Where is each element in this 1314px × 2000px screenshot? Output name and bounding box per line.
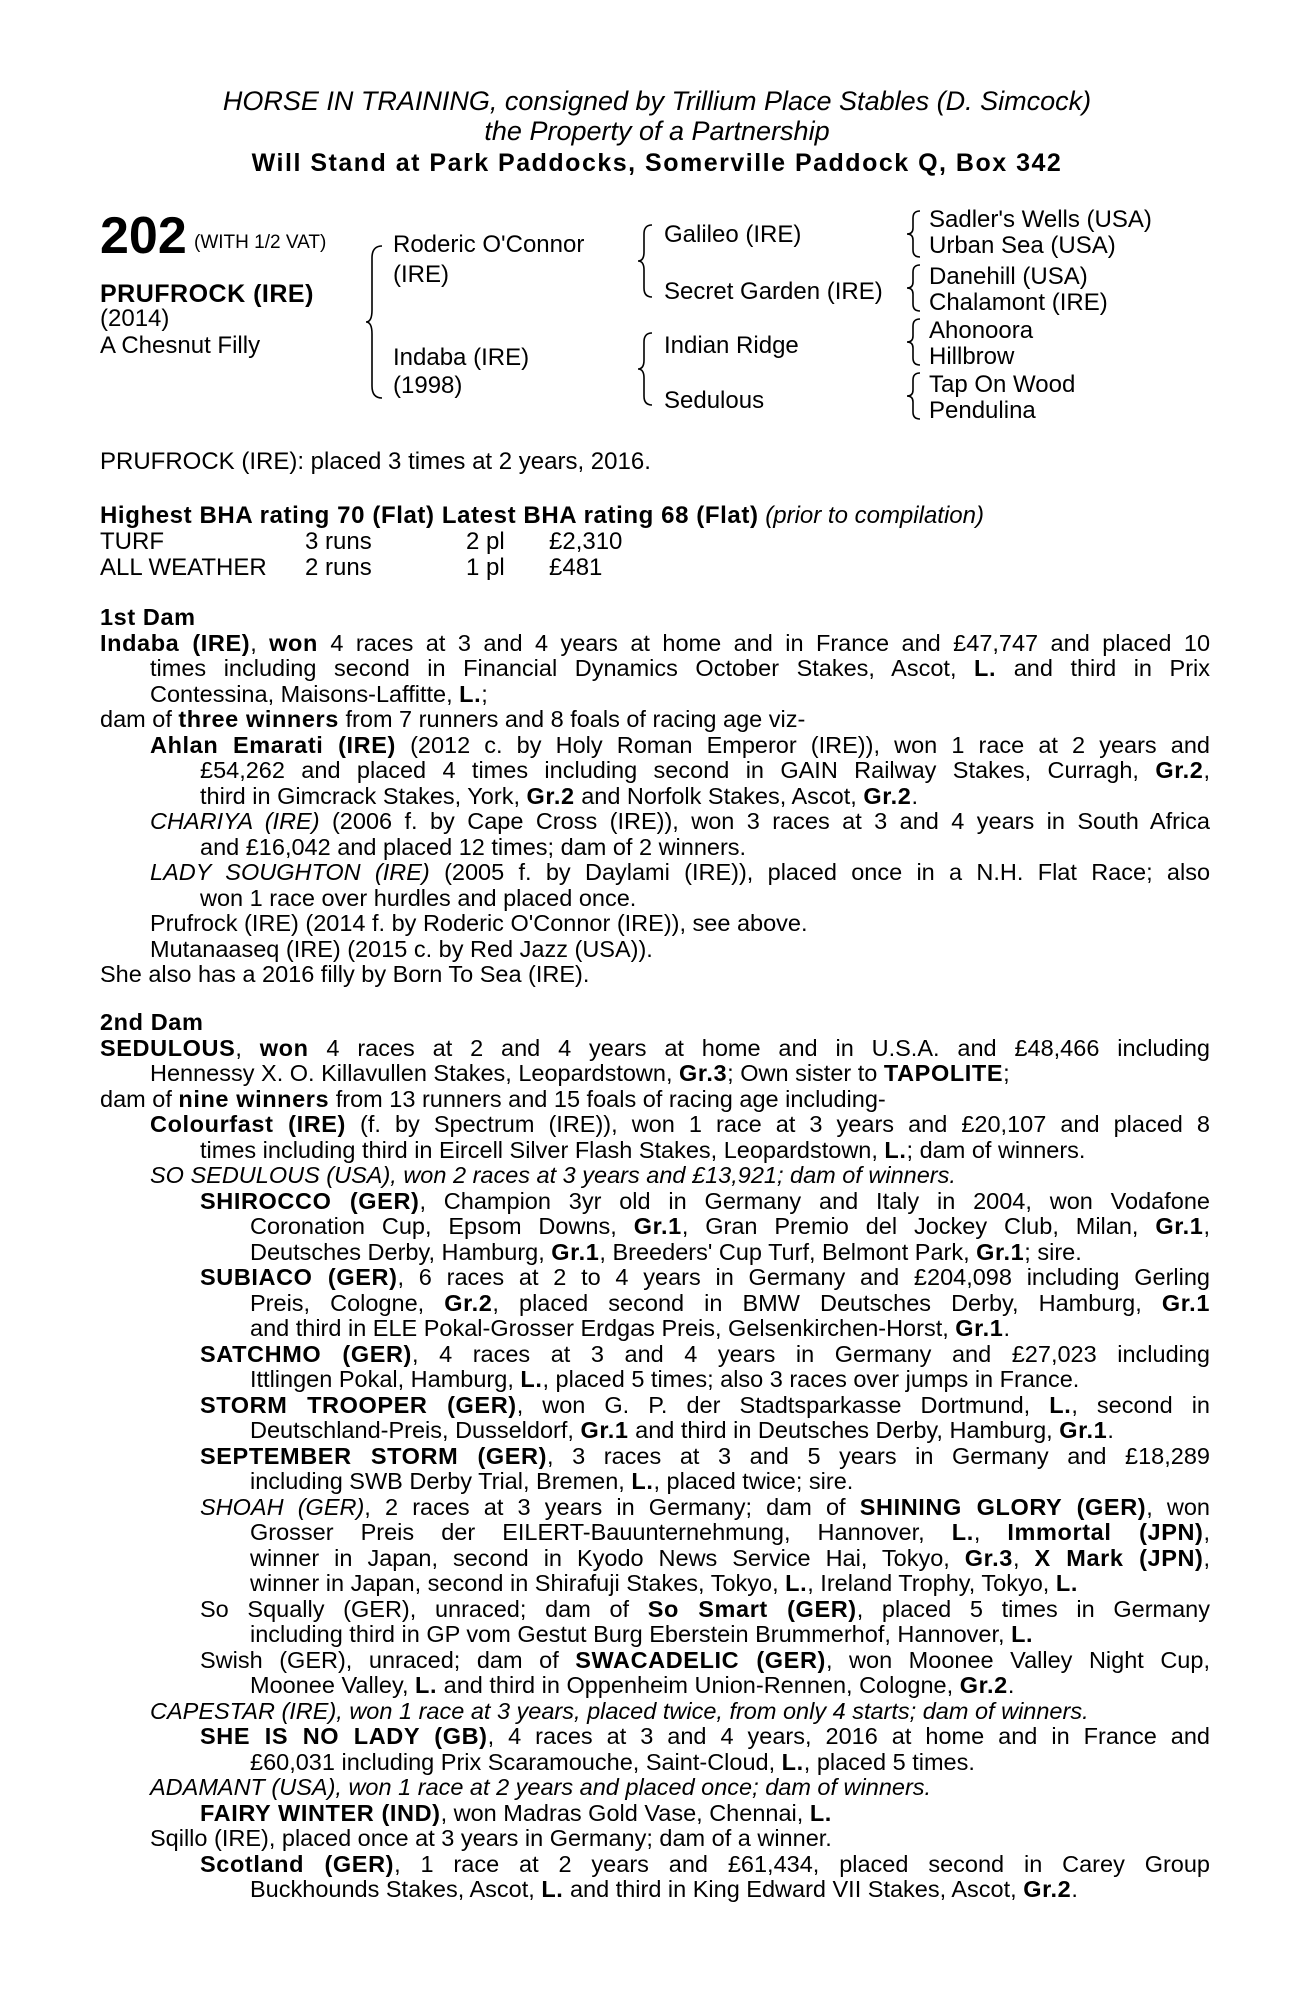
first-dam-text-3: Contessina, Maisons-Laffitte, [150,680,453,707]
ancestor-7: Tap On Wood [929,371,1076,398]
grandprogeny-name: FAIRY WINTER (IND) [200,1799,441,1826]
horse-description: A Chesnut Filly [100,332,261,359]
record-earnings-aw: £481 [549,554,603,581]
progeny-name: Colourfast (IRE) [150,1111,346,1137]
horse-name: PRUFROCK (IRE) [100,280,314,308]
property-line: the Property of a Partnership [484,116,830,146]
progeny-name: Ahlan Emarati (IRE) [150,731,396,758]
record-earnings-turf: £2,310 [549,528,623,555]
dam-name: Indaba (IRE) [393,344,530,371]
first-dam-text-2: times including second in Financial Dynamics October Stakes, Ascot, [150,655,957,681]
rating-line [100,503,984,529]
rating-text: Highest BHA rating 70 (Flat) Latest BHA rating 68 (Flat) [100,502,759,529]
sire-dam: Secret Garden (IRE) [664,278,883,305]
dam-year: (1998) [393,372,463,399]
first-dam-heading: 1st Dam [100,604,196,630]
grandprogeny-name: SHE IS NO LADY (GB) [200,1723,488,1749]
stand-location: Will Stand at Park Paddocks, Somerville Paddock Q, Box 342 [251,149,1063,177]
second-dam-heading: 2nd Dam [100,1009,204,1035]
ancestor-5: Ahonoora [929,317,1034,344]
ancestor-3: Danehill (USA) [929,263,1088,290]
pedigree-brace-sire [636,222,656,300]
grandprogeny-name: So Smart (GER) [647,1595,857,1622]
pedigree-brace-main [364,242,386,402]
progeny-entry: CAPESTAR (IRE), won 1 race at 3 years, placed twice, from only 4 starts; dam of winners. [150,1697,1089,1724]
record-runs-turf: 3 runs [305,528,372,555]
pedigree-brace-g3 [904,316,924,368]
pedigree-brace-g2 [904,262,924,314]
progeny-name: CHARIYA (IRE) [150,808,320,834]
grandprogeny-name: STORM TROOPER (GER) [200,1391,517,1418]
grandprogeny-name: SWACADELIC (GER) [575,1646,826,1673]
grandprogeny-name: SATCHMO (GER) [200,1340,412,1367]
progeny-name: LADY SOUGHTON (IRE) [150,859,430,885]
progeny-entry: Mutanaaseq (IRE) (2015 c. by Red Jazz (USA)). [150,935,653,962]
first-dam-winners: three winners [178,706,339,732]
placed-note: PRUFROCK (IRE): placed 3 times at 2 years, 2016. [100,448,651,475]
first-dam-name: Indaba (IRE) [100,629,251,656]
grandprogeny-name: SHIROCCO (GER) [200,1187,420,1214]
progeny-entry: ADAMANT (USA), won 1 race at 2 years and placed once; dam of winners. [150,1774,932,1800]
first-dam-won: won [269,629,318,656]
first-dam-section: 1st Dam Indaba (IRE), won 4 races at 3 and 4 years at home and in France and £47,747 and placed 10 times including second in Financial Dynamics October Stakes, Ascot, L. and third in Prix Contessina, Maisons-Laffitte, L.; dam of three winners from 7 runners and 8 foals of racing age viz- Ahlan Emarati (IRE) (2012 c. by Holy Roman Emperor (IRE)), won 1 race at 2 years and £54,262 and placed 4 times including second in GAIN Railway Stakes, Curragh, Gr.2, third in Gimcrack Stakes, York, Gr.2 and Norfolk Stakes, Ascot, Gr.2. CHARIYA (IRE) (2006 f. by Cape Cross (IRE)), won 3 races at 3 and 4 years in South Africa and £16,042 and placed 12 times; dam of 2 winners. LADY SOUGHTON (IRE) (2005 f. by Daylami (IRE)), placed once in a N.H. Flat Race; also won 1 race over hurdles and placed once. Prufrock (IRE) (2014 f. by Roderic O'Connor (IRE)), see above. Mutanaaseq (IRE) (2015 c. by Red Jazz (USA)). She also has a 2016 filly by Born To Sea (IRE). [100,604,1211,987]
pedigree-brace-dam [636,330,656,408]
grandprogeny-name: SHOAH (GER) [200,1493,365,1520]
grandprogeny-name: SUBIACO (GER) [200,1264,398,1290]
lot-number: 202 [100,207,187,265]
first-dam-text-2b: and third in Prix [1013,655,1210,681]
pedigree-brace-g1 [904,208,924,260]
sire-sire: Galileo (IRE) [664,221,802,248]
second-dam-name: SEDULOUS [100,1034,236,1061]
rating-note: (prior to compilation) [765,502,984,529]
dam-sire: Indian Ridge [664,332,799,359]
first-dam-text-1: 4 races at 3 and 4 years at home and in France and £47,747 and placed 10 [330,629,1211,656]
record-surface-turf: TURF [100,528,164,555]
grandprogeny-name: Scotland (GER) [200,1850,395,1877]
progeny-entry: Sqillo (IRE), placed once at 3 years in Germany; dam of a winner. [150,1825,832,1851]
progeny-entry: Prufrock (IRE) (2014 f. by Roderic O'Connor (IRE)), see above. [150,910,808,936]
ancestor-4: Chalamont (IRE) [929,289,1108,316]
dam-dam: Sedulous [664,387,765,414]
record-runs-aw: 2 runs [305,554,372,581]
record-placed-turf: 2 pl [466,528,505,555]
ancestor-1: Sadler's Wells (USA) [929,206,1152,233]
horse-year: (2014) [100,305,170,332]
ancestor-8: Pendulina [929,397,1036,424]
grandprogeny-name: SEPTEMBER STORM (GER) [200,1442,548,1469]
progeny-note: She also has a 2016 filly by Born To Sea (IRE). [100,961,590,987]
ancestor-6: Hillbrow [929,343,1015,370]
record-surface-aw: ALL WEATHER [100,554,267,581]
consignor-line: HORSE IN TRAINING, consigned by Trillium Place Stables (D. Simcock) [222,86,1092,116]
record-placed-aw: 1 pl [466,554,505,581]
second-dam-section: 2nd Dam SEDULOUS, won 4 races at 2 and 4 years at home and in U.S.A. and £48,466 including Hennessy X. O. Killavullen Stakes, Leopardstown, Gr.3; Own sister to TAPOLITE; dam of nine winners from 13 runners and 15 foals of racing age including- Colourfast (IRE) (f. by Spectrum (IRE)), won 1 race at 3 years and £20,107 and placed 8 times including third in Eircell Silver Flash Stakes, Leopardstown, L.; dam of winners. SO SEDULOUS (USA), won 2 races at 3 years and £13,921; dam of winners. SHIROCCO (GER), Champion 3yr old in Germany and Italy in 2004, won Vodafone Coronation Cup, Epsom Downs, Gr.1, Gran Premio del Jockey Club, Milan, Gr.1, Deutsches Derby, Hamburg, Gr.1, Breeders' Cup Turf, Belmont Park, Gr.1; sire. SUBIACO (GER), 6 races at 2 to 4 years in Germany and £204,098 including Gerling Preis, Cologne, Gr.2, placed second in BMW Deutsches Derby, Hamburg, Gr.1 and third in ELE Pokal-Grosser Erdgas Preis, Gelsenkirchen-Horst, Gr.1. SATCHMO (GER), 4 races at 3 and 4 years in Germany and £27,023 including Ittlingen Pokal, Hamburg, L., placed 5 times; also 3 races over jumps in France. STORM TROOPER (GER), won G. P. der Stadtsparkasse Dortmund, L., second in Deutschland-Preis, Dusseldorf, Gr.1 and third in Deutsches Derby, Hamburg, Gr.1. SEPTEMBER STORM (GER), 3 races at 3 and 5 years in Germany and £18,289 including SWB Derby Trial, Bremen, L., placed twice; sire. SHOAH (GER), 2 races at 3 years in Germany; dam of SHINING GLORY (GER), won Grosser Preis der EILERT-Bauunternehmung, Hannover, L., Immortal (JPN), winner in Japan, second in Kyodo News Service Hai, Tokyo, Gr.3, X Mark (JPN), winner in Japan, second in Shirafuji Stakes, Tokyo, L., Ireland Trophy, Tokyo, L. So Squally (GER), unraced; dam of So Smart (GER), placed 5 times in Germany including third in GP vom Gestut Burg Eberstein Brummerhof, Hannover, L. Swish (GER), unraced; dam of SWACADELIC (GER), won Moonee Valley Night Cup, Moonee Valley, L. and third in Oppenheim Union-Rennen, Cologne, Gr.2. CAPESTAR (IRE), won 1 race at 3 years, placed twice, from only 4 starts; dam of winners. SHE IS NO LADY (GB), 4 races at 3 and 4 years, 2016 at home and in France and £60,031 including Prix Scaramouche, Saint-Cloud, L., placed 5 times. ADAMANT (USA), won 1 race at 2 years and placed once; dam of winners. FAIRY WINTER (IND), won Madras Gold Vase, Chennai, L. Sqillo (IRE), placed once at 3 years in Germany; dam of a winner. Scotland (GER), 1 race at 2 years and £61,434, placed second in Carey Group Buckhounds Stakes, Ascot, L. and third in King Edward VII Stakes, Ascot, Gr.2. [100,1009,1211,1902]
sire-name: Roderic O'Connor [393,231,585,258]
pedigree-brace-g4 [904,370,924,422]
vat-note: (WITH 1/2 VAT) [194,232,327,253]
ancestor-2: Urban Sea (USA) [929,232,1116,259]
sire-suffix: (IRE) [393,261,449,288]
progeny-entry: SO SEDULOUS (USA), won 2 races at 3 years and £13,921; dam of winners. [150,1162,956,1188]
